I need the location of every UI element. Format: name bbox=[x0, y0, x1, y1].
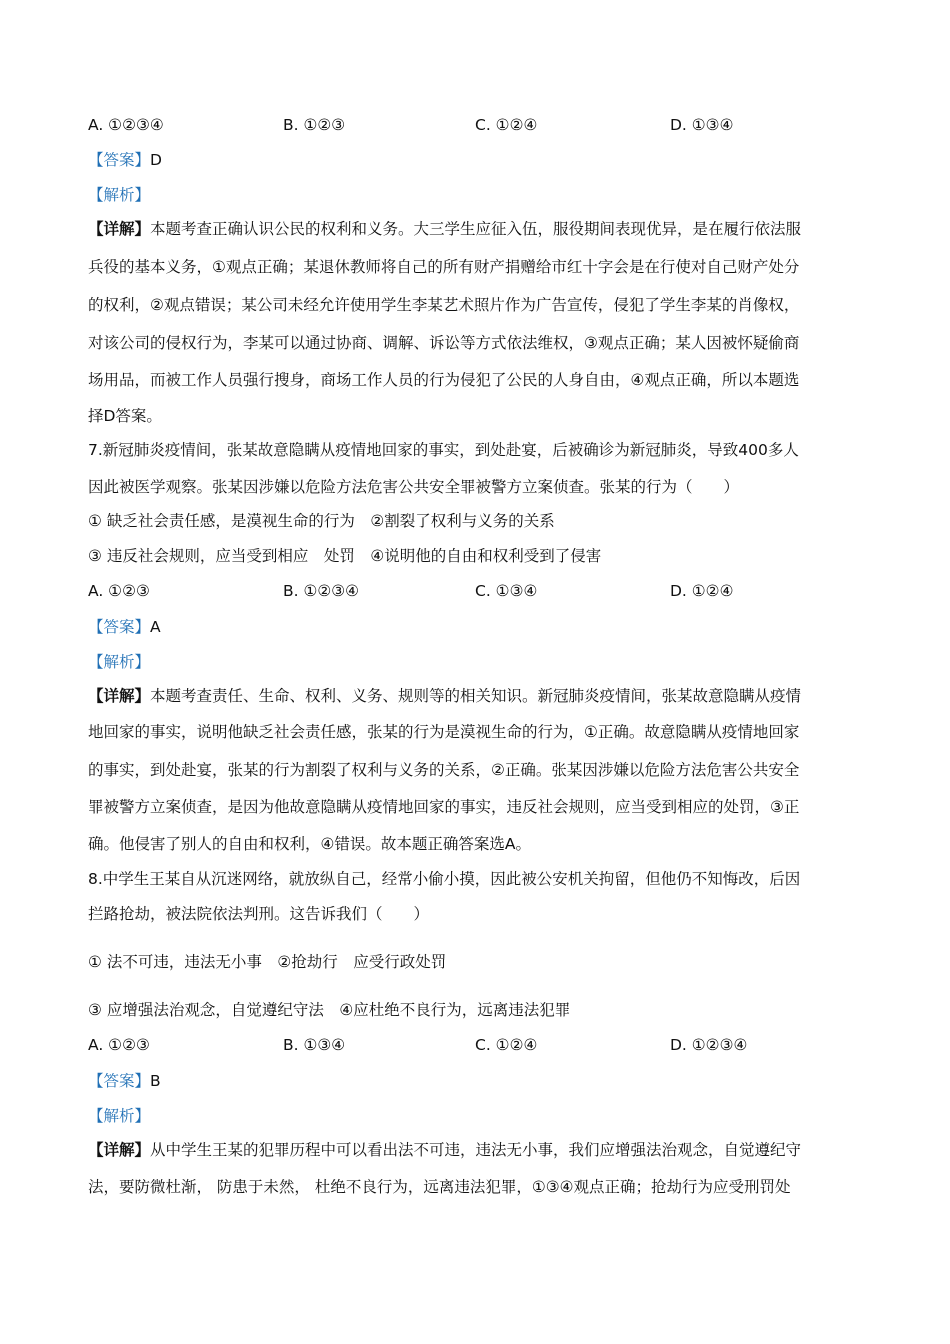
q8-statement: ① 法不可违，违法无小事 ②抢劫行 应受行政处罚 bbox=[88, 953, 447, 971]
q8-option-a: A. ①②③ bbox=[88, 1036, 150, 1054]
q7-statement: ① 缺乏社会责任感，是漠视生命的行为 ②割裂了权利与义务的关系 bbox=[88, 512, 555, 530]
q8-stem-line: 8.中学生王某自从沉迷网络，就放纵自己，经常小偷小摸，因此被公安机关拘留，但他仍不知悔改，后因 bbox=[88, 870, 801, 888]
q7-option-a: A. ①②③ bbox=[88, 582, 150, 600]
detail-text: 本题考查责任、生命、权利、义务、规则等的相关知识。新冠肺炎疫情间，张某故意隐瞒从疫情 bbox=[150, 687, 802, 705]
answer-tag: 【答案】 bbox=[88, 618, 151, 636]
q7-detail-line: 的事实，到处赴宴，张某的行为割裂了权利与义务的关系，②正确。张某因涉嫌以危险方法危害公共安全 bbox=[88, 761, 800, 779]
q8-detail-line bbox=[88, 1140, 868, 1160]
q8-answer bbox=[88, 1071, 868, 1091]
answer-tag: 【答案】 bbox=[88, 1072, 151, 1090]
answer-value: A bbox=[150, 618, 161, 636]
q6-answer bbox=[88, 150, 868, 170]
detail-text: 从中学生王某的犯罪历程中可以看出法不可违，违法无小事，我们应增强法治观念，自觉遵纪守 bbox=[150, 1141, 802, 1159]
q7-options bbox=[88, 582, 868, 604]
detail-text: 本题考查正确认识公民的权利和义务。大三学生应征入伍，服役期间表现优异，是在履行依法服 bbox=[150, 220, 802, 238]
q7-option-b: B. ①②③④ bbox=[283, 582, 360, 600]
answer-value: B bbox=[150, 1072, 161, 1090]
detail-tag: 【详解】 bbox=[88, 1141, 151, 1159]
q6-detail-line bbox=[88, 219, 868, 239]
q6-analysis-tag: 【解析】 bbox=[88, 186, 151, 204]
answer-tag: 【答案】 bbox=[88, 151, 151, 169]
q8-detail-line: 法，要防微杜渐， 防患于未然， 杜绝不良行为，远离违法犯罪，①③④观点正确；抢劫行为应受刑罚处 bbox=[88, 1178, 791, 1196]
q7-option-c: C. ①③④ bbox=[475, 582, 538, 600]
q8-option-c: C. ①②④ bbox=[475, 1036, 538, 1054]
q8-stem-line: 拦路抢劫，被法院依法判刑。这告诉我们（ ） bbox=[88, 905, 430, 923]
q6-option-c: C. ①②④ bbox=[475, 116, 538, 134]
answer-value: D bbox=[150, 151, 162, 169]
q7-analysis-tag: 【解析】 bbox=[88, 653, 151, 671]
detail-tag: 【详解】 bbox=[88, 220, 151, 238]
q6-detail-line: 对该公司的侵权行为，李某可以通过协商、调解、诉讼等方式依法维权，③观点正确；某人因被怀疑偷商 bbox=[88, 334, 800, 352]
q8-option-d: D. ①②③④ bbox=[670, 1036, 748, 1054]
q6-detail-line: 兵役的基本义务，①观点正确；某退休教师将自己的所有财产捐赠给市红十字会是在行使对自己财产处分 bbox=[88, 258, 800, 276]
q6-detail-line: 的权利，②观点错误；某公司未经允许使用学生李某艺术照片作为广告宣传，侵犯了学生李某的肖像权， bbox=[88, 296, 800, 314]
q6-detail-line: 择D答案。 bbox=[88, 407, 162, 425]
q6-option-b: B. ①②③ bbox=[283, 116, 346, 134]
q6-option-d: D. ①③④ bbox=[670, 116, 734, 134]
q6-detail-line: 场用品，而被工作人员强行搜身，商场工作人员的行为侵犯了公民的人身自由，④观点正确，所以本题选 bbox=[88, 371, 800, 389]
q7-detail-line: 罪被警方立案侦查，是因为他故意隐瞒从疫情地回家的事实，违反社会规则，应当受到相应的处罚，③正 bbox=[88, 798, 800, 816]
q7-detail-line: 地回家的事实，说明他缺乏社会责任感，张某的行为是漠视生命的行为，①正确。故意隐瞒从疫情地回家 bbox=[88, 723, 800, 741]
q8-statement: ③ 应增强法治观念，自觉遵纪守法 ④应杜绝不良行为，远离违法犯罪 bbox=[88, 1001, 571, 1019]
detail-tag: 【详解】 bbox=[88, 687, 151, 705]
q6-option-a: A. ①②③④ bbox=[88, 116, 164, 134]
q7-answer bbox=[88, 617, 868, 637]
q8-option-b: B. ①③④ bbox=[283, 1036, 346, 1054]
q7-statement: ③ 违反社会规则，应当受到相应 处罚 ④说明他的自由和权利受到了侵害 bbox=[88, 547, 602, 565]
q8-analysis-tag: 【解析】 bbox=[88, 1107, 151, 1125]
q7-stem-line: 7.新冠肺炎疫情间，张某故意隐瞒从疫情地回家的事实，到处赴宴，后被确诊为新冠肺炎，导致400多人 bbox=[88, 441, 799, 459]
q7-option-d: D. ①②④ bbox=[670, 582, 734, 600]
q6-options bbox=[88, 116, 868, 138]
q7-detail-line bbox=[88, 686, 868, 706]
q7-detail-line: 确。他侵害了别人的自由和权利，④错误。故本题正确答案选A。 bbox=[88, 835, 532, 853]
q7-stem-line: 因此被医学观察。张某因涉嫌以危险方法危害公共安全罪被警方立案侦查。张某的行为（ ） bbox=[88, 478, 740, 496]
q8-options bbox=[88, 1036, 868, 1058]
